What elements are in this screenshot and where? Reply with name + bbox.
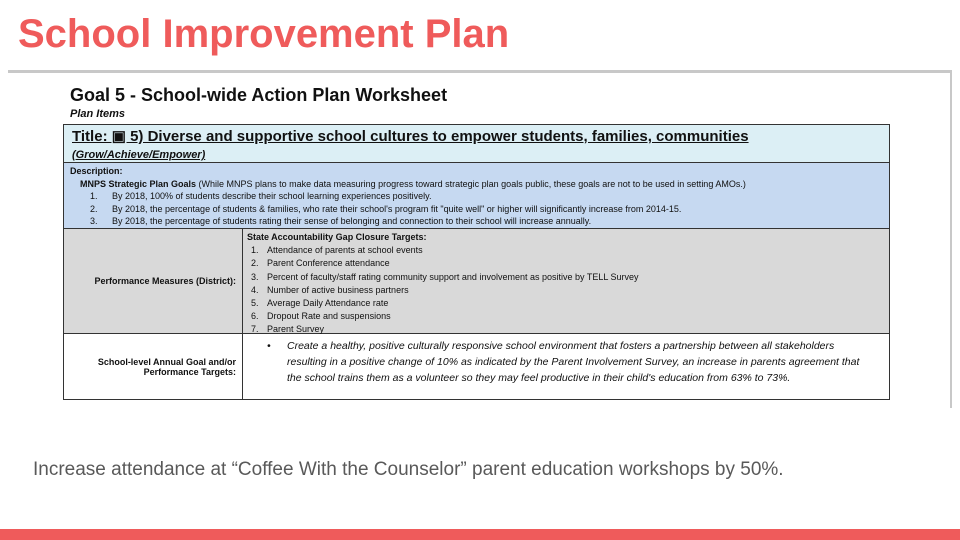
school-goal <box>247 336 885 386</box>
item-number: 6. <box>251 311 259 322</box>
item-text: By 2018, 100% of students describe their school learning experiences positively. <box>112 191 432 201</box>
slide-title: School Improvement Plan <box>18 12 510 56</box>
bottom-goal-text: Increase attendance at “Coffee With the Counselor” parent education workshops by 50%. <box>33 459 784 480</box>
action-plan-table <box>63 124 890 400</box>
item-text: By 2018, the percentage of students & families, who rate their school's program fit "quite well" or higher will significantly increase from 2014-15. <box>112 203 682 214</box>
perf-item <box>247 310 885 323</box>
performance-label: Performance Measures (District): <box>64 229 243 333</box>
description-label: Description: <box>70 166 123 176</box>
school-goal-row <box>64 334 889 399</box>
worksheet-heading: Goal 5 - School-wide Action Plan Worksheet <box>70 85 448 105</box>
item-number: 7. <box>251 324 259 335</box>
school-goal-cell <box>243 334 889 399</box>
item-text: Percent of faculty/staff rating community support and involvement as positive by TELL Survey <box>267 271 639 282</box>
goal-title: Title: ▣ 5) Diverse and supportive school cultures to empower students, families, communities <box>72 128 749 145</box>
item-number: 2. <box>251 258 259 269</box>
perf-item <box>247 257 885 270</box>
school-goal-text: Create a healthy, positive culturally responsive school environment that fosters a partnership between all stakeholders resulting in a positive change of 10% as indicated by the Parent Involvement Survey, an increase in parents agreement that the school trains them as a volunteer so they may feel productive in their child's education from 63% to 73%. <box>287 340 860 384</box>
perf-item <box>247 271 885 284</box>
item-text: Number of active business partners <box>267 284 409 295</box>
perf-item <box>247 297 885 310</box>
divider-vertical <box>950 70 952 408</box>
item-number: 1. <box>90 191 98 201</box>
title-row <box>64 125 889 163</box>
item-text: Parent Conference attendance <box>267 258 390 269</box>
item-text: Attendance of parents at school events <box>267 245 423 256</box>
item-number: 1. <box>251 245 259 256</box>
goal-item <box>70 215 883 228</box>
item-text: Dropout Rate and suspensions <box>267 311 391 322</box>
item-number: 2. <box>90 203 98 214</box>
plan-items-label: Plan Items <box>70 108 126 120</box>
item-number: 5. <box>251 298 259 309</box>
perf-item <box>247 284 885 297</box>
strategic-goals-intro <box>70 178 883 191</box>
school-goal-label: School-level Annual Goal and/or Performance Targets: <box>64 334 243 399</box>
strategic-label: MNPS Strategic Plan Goals <box>80 178 197 189</box>
item-text: Parent Survey <box>267 324 325 335</box>
item-number: 3. <box>90 216 98 226</box>
goal-subtitle: (Grow/Achieve/Empower) <box>72 149 206 161</box>
strategic-note: (While MNPS plans to make data measuring progress toward strategic plan goals public, these goals are not to be used in setting AMOs.) <box>196 178 746 189</box>
goal-item <box>70 203 883 216</box>
footer-bar <box>0 529 960 540</box>
goal-item <box>70 190 883 203</box>
item-number: 4. <box>251 284 259 295</box>
perf-item <box>247 244 885 257</box>
item-text: Average Daily Attendance rate <box>267 298 389 309</box>
description-row <box>64 163 889 229</box>
performance-measures-row <box>64 229 889 334</box>
divider <box>8 70 952 73</box>
performance-list <box>243 229 889 333</box>
item-text: By 2018, the percentage of students rating their sense of belonging and connection to their school will increase annually. <box>112 216 592 226</box>
performance-heading: State Accountability Gap Closure Targets: <box>247 232 427 242</box>
bullet: • <box>267 340 271 352</box>
item-number: 3. <box>251 271 259 282</box>
